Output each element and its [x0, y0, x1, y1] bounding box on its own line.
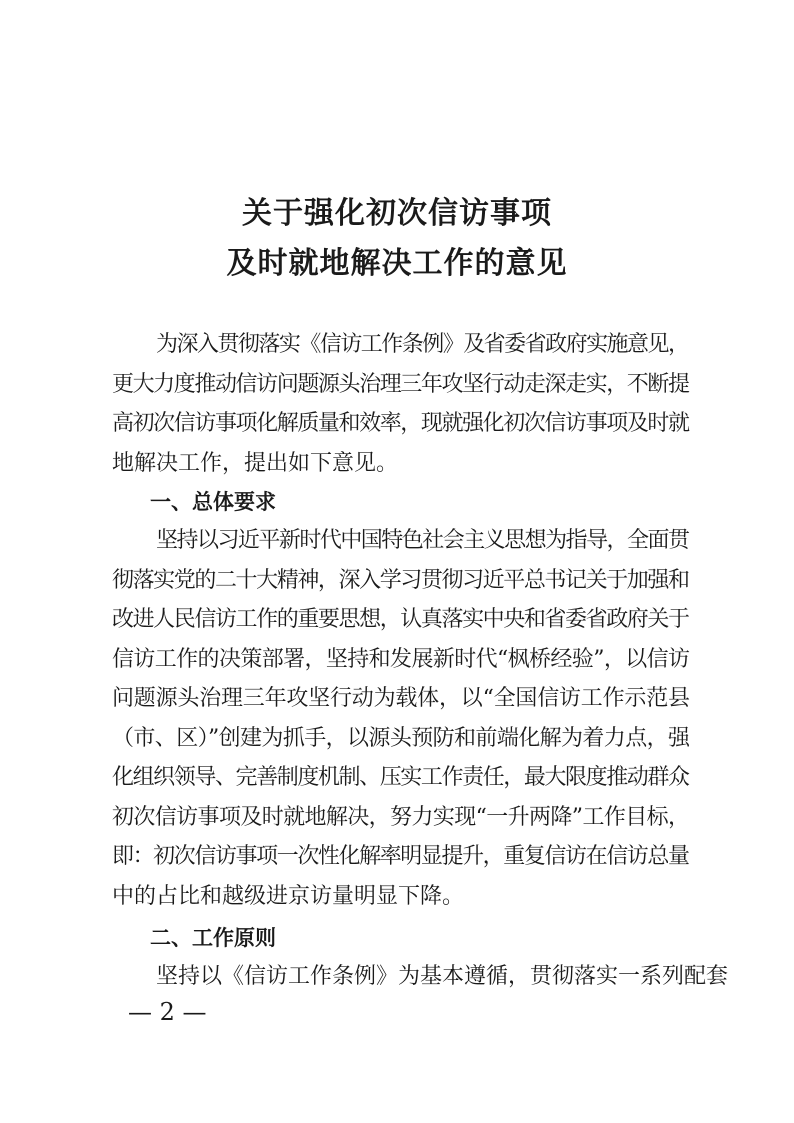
- paragraph-line: 中的占比和越级进京访量明显下降。: [112, 883, 465, 909]
- paragraph-line: 化组织领导、完善制度机制、压实工作责任，最大限度推动群众: [112, 765, 689, 790]
- paragraph-line: 坚持以《信访工作条例》为基本遵循，贯彻落实一系列配套: [156, 964, 729, 989]
- paragraph-line: 信访工作的决策部署，坚持和发展新时代“枫桥经验”，以信访: [112, 646, 690, 672]
- paragraph-line: 彻落实党的二十大精神，深入学习贯彻习近平总书记关于加强和: [112, 567, 689, 593]
- section-heading-work-principles: 二、工作原则: [150, 926, 276, 950]
- section1-paragraph: [112, 521, 690, 916]
- section2-paragraph: [112, 957, 729, 997]
- paragraph-line: 高初次信访事项化解质量和效率，现就强化初次信访事项及时就: [112, 411, 689, 436]
- paragraph-line: 地解决工作，提出如下意见。: [112, 450, 399, 476]
- paragraph-line: 更大力度推动信访问题源头治理三年攻坚行动走深走实，不断提: [112, 371, 689, 397]
- paragraph-line: 改进人民信访工作的重要思想，认真落实中央和省委省政府关于: [112, 607, 689, 632]
- intro-paragraph: [112, 325, 690, 483]
- paragraph-line: 即：初次信访事项一次性化解率明显提升，重复信访在信访总量: [112, 844, 689, 869]
- document-title-line-2: 及时就地解决工作的意见: [226, 246, 568, 281]
- document-title-line-1: 关于强化初次信访事项: [242, 196, 552, 231]
- paragraph-line: 问题源头治理三年攻坚行动为载体，以“全国信访工作示范县: [112, 686, 690, 711]
- page-number: — 2 —: [128, 998, 207, 1026]
- paragraph-line: 为深入贯彻落实《信访工作条例》及省委省政府实施意见，: [156, 332, 689, 357]
- section-heading-overall-requirements: 一、总体要求: [150, 490, 276, 514]
- paragraph-line: 坚持以习近平新时代中国特色社会主义思想为指导，全面贯: [156, 528, 689, 553]
- paragraph-line: 初次信访事项及时就地解决，努力实现“一升两降”工作目标，: [112, 804, 690, 830]
- paragraph-line: （市、区）”创建为抓手，以源头预防和前端化解为着力点，强: [112, 725, 690, 751]
